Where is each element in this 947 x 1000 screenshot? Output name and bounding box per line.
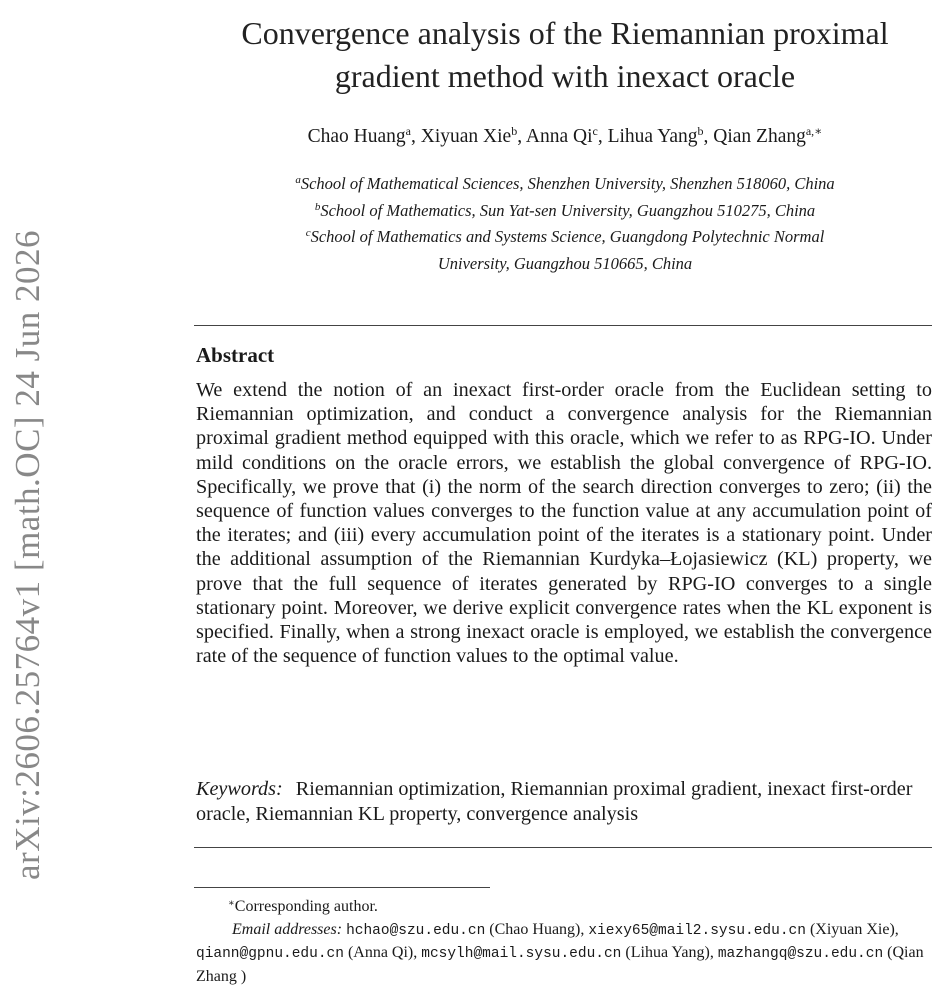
author-name: Anna Qi [525, 126, 593, 147]
author-affil-mark: a,∗ [805, 124, 823, 138]
keywords [196, 777, 932, 826]
email-owner: (Xiyuan Xie), [809, 920, 899, 938]
email-label: Email addresses: [232, 920, 343, 938]
affiliation-line: $^c$School of Mathematics and Systems Science, Guangdong Polytechnic Normal [305, 227, 825, 246]
keywords-text: Riemannian optimization, Riemannian proximal gradient, inexact first-order oracle, Riemannian KL property, convergence analysis [196, 778, 913, 825]
author-name: Xiyuan Xie [420, 126, 512, 147]
author-list: Chao Huang$^a$, Xiyuan Xie$^b$, Anna Qi$^c$, Lihua Yang$^b$, Qian Zhang$^{a,∗}$ [307, 124, 823, 147]
author-name: Qian Zhang [713, 126, 806, 147]
title-line-2: gradient method with inexact oracle [334, 58, 796, 94]
title-line-1: Convergence analysis of the Riemannian proximal [241, 15, 889, 51]
author-affil-mark: c [592, 124, 598, 138]
email-link[interactable]: hchao@szu.edu.cn [346, 922, 486, 939]
arxiv-identifier: arXiv:2606.25764v1 [math.OC] 24 Jun 2026 [8, 230, 47, 880]
email-link[interactable]: mazhangq@szu.edu.cn [717, 946, 884, 962]
affiliation-line: $^b$School of Mathematics, Sun Yat-sen University, Guangzhou 510275, China [314, 200, 816, 220]
author-name: Lihua Yang [607, 126, 698, 147]
email-link[interactable]: xiexy65@mail2.sysu.edu.cn [588, 922, 806, 939]
affiliation-line: $^a$School of Mathematical Sciences, Shenzhen University, Shenzhen 518060, China [295, 174, 835, 193]
email-link[interactable]: qiann@gpnu.edu.cn [196, 946, 344, 962]
footnotes [196, 893, 932, 988]
affiliations [150, 169, 947, 275]
keywords-label: Keywords: [196, 778, 283, 800]
corresponding-author-note: ∗Corresponding author. [228, 898, 378, 915]
abstract-body: We extend the notion of an inexact first-order oracle from the Euclidean setting to Riemannian optimization, and conduct a convergence analysis for the Riemannian proximal gradient method equipped with this oracle, which we refer to as RPG-IO. Under mild conditions on the oracle errors, we establish the global convergence of RPG-IO. Specifically, we prove that (i) the norm of the search direction converges to zero; (ii) the sequence of function values converges to the function value at any accumulation point of the iterates; and (iii) every accumulation point of the iterates is a stationary point. Under the additional assumption of the Riemannian Kurdyka–Łojasiewicz (KL) property, we prove that the full sequence of iterates generated by RPG-IO converges to a single stationary point. Moreover, we derive explicit convergence rates when the KL exponent is specified. Finally, when a strong inexact oracle is employed, we establish the convergence rate of the sequence of function values to the optimal value. [196, 379, 932, 668]
email-owner: (Anna Qi), [347, 944, 418, 961]
email-owner: (Chao Huang), [489, 920, 585, 938]
paper-title [150, 12, 947, 98]
author-affil-mark: a [405, 124, 411, 138]
email-link[interactable]: mcsylh@mail.sysu.edu.cn [421, 946, 622, 962]
footnote-rule [194, 887, 490, 888]
author-name: Chao Huang [307, 126, 406, 147]
author-affil-mark: b [511, 124, 518, 138]
abstract-top-rule [194, 325, 932, 326]
email-owner: (Lihua Yang), [625, 944, 714, 961]
abstract-bottom-rule [194, 847, 932, 848]
author-affil-mark: b [697, 124, 704, 138]
email-owner: (Qian Zhang ) [196, 944, 924, 985]
email-addresses [196, 919, 932, 989]
abstract-heading: Abstract [196, 343, 275, 367]
affiliation-line: University, Guangzhou 510665, China [437, 253, 693, 273]
